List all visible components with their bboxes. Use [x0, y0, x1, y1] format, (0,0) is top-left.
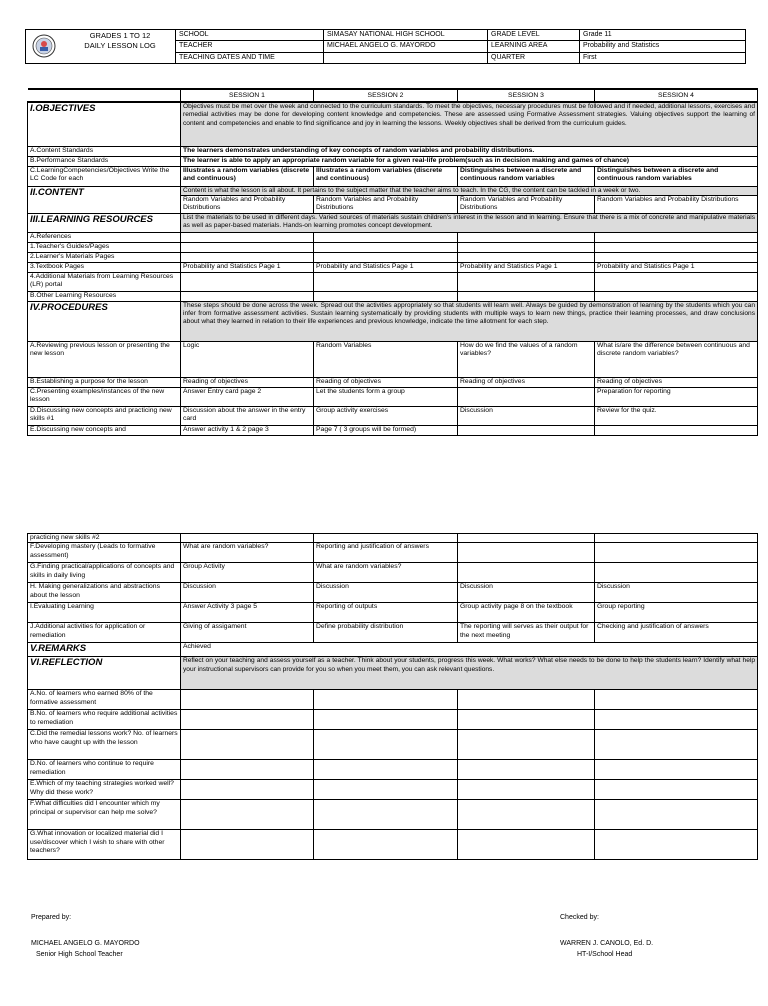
procedure-i-label: I.Evaluating Learning — [28, 603, 181, 623]
procedure-h-session-1: Discussion — [181, 583, 314, 603]
procedure-e-session-4 — [595, 425, 758, 435]
session-3-header: SESSION 3 — [458, 89, 595, 102]
additional-materials-label: 4.Additional Materials from Learning Resources (LR) portal — [28, 272, 181, 291]
reflection-b-label: B.No. of learners who require additional activities to remediation — [28, 710, 181, 730]
checked-by-name: WARREN J. CANOLO, Ed. D. — [560, 940, 654, 947]
procedure-h-label: H. Making generalizations and abstractions about the lesson — [28, 583, 181, 603]
content-standards-value: The learners demonstrates understanding of key concepts of random variables and probability distributions. — [181, 146, 758, 156]
procedure-d-session-4: Review for the quiz. — [595, 406, 758, 425]
header-table — [25, 29, 746, 64]
procedure-a-session-1: Logic — [181, 341, 314, 377]
procedure-a-session-3: How do we find the values of a random variables? — [458, 341, 595, 377]
procedure-b-label: B.Establishing a purpose for the lesson — [28, 377, 181, 387]
procedure-i-session-4: Group reporting — [595, 603, 758, 623]
objectives-note: Objectives must be met over the week and connected to the curriculum standards. To meet the objectives, necessary procedures must be followed and if needed, additional lessons, exercises and remedial activities may be done for developing content knowledge and competencies. These are assessed using Formative Assessment strategies. Valuing objectives support the learning of content and competencies and enable to find significance and joy in learning the lessons. Weekly objectives shall be derived from the curriculum guides. — [181, 102, 758, 146]
procedure-e-session-3 — [458, 425, 595, 435]
procedure-f-session-1: What are random variables? — [181, 543, 314, 563]
procedure-b-session-2: Reading of objectives — [314, 377, 458, 387]
procedure-c-session-4: Preparation for reporting — [595, 387, 758, 406]
textbook-session-3: Probability and Statistics Page 1 — [458, 262, 595, 272]
procedure-i-session-3: Group activity page 8 on the textbook — [458, 603, 595, 623]
grade-level-value: Grade 11 — [580, 30, 746, 41]
procedure-d-session-1: Discussion about the answer in the entry card — [181, 406, 314, 425]
content-session-1: Random Variables and Probability Distributions — [181, 195, 314, 213]
header-title-line1: GRADES 1 TO 12 — [89, 31, 151, 40]
competency-session-2: Illustrates a random variables (discrete and continuous) — [314, 166, 458, 186]
textbook-session-1: Probability and Statistics Page 1 — [181, 262, 314, 272]
textbook-pages-label: 3.Textbook Pages — [28, 262, 181, 272]
procedure-h-session-3: Discussion — [458, 583, 595, 603]
session-4-header: SESSION 4 — [595, 89, 758, 102]
content-session-3: Random Variables and Probability Distributions — [458, 195, 595, 213]
procedure-c-session-2: Let the students form a group — [314, 387, 458, 406]
competencies-label: C.LearningCompetencies/Objectives Write the LC Code for each — [28, 166, 181, 186]
references-label: A.References — [28, 232, 181, 242]
other-resources-label: B.Other Learning Resources — [28, 291, 181, 301]
learning-area-label: LEARNING AREA — [488, 41, 580, 52]
competency-session-4: Distinguishes between a discrete and continuous random variables — [595, 166, 758, 186]
reflection-d-label: D.No. of learners who continue to require remediation — [28, 760, 181, 780]
teaching-dates-value — [324, 52, 488, 63]
teacher-value: MICHAEL ANGELO G. MAYORDO — [324, 41, 488, 52]
lesson-log-table-page2 — [27, 533, 758, 860]
teachers-guides-label: 1.Teacher's Guides/Pages — [28, 242, 181, 252]
procedure-d-session-2: Group activity exercises — [314, 406, 458, 425]
procedure-e-label: E.Discussing new concepts and — [28, 425, 181, 435]
procedure-d-label: D.Discussing new concepts and practicing new skills #1 — [28, 406, 181, 425]
procedure-i-session-1: Answer Activity 3 page 5 — [181, 603, 314, 623]
learning-area-value: Probability and Statistics — [580, 41, 746, 52]
procedure-j-session-1: Giving of assigament — [181, 623, 314, 643]
procedure-j-session-3: The reporting will serves as their output for the next meeting — [458, 623, 595, 643]
procedure-c-session-3 — [458, 387, 595, 406]
textbook-session-2: Probability and Statistics Page 1 — [314, 262, 458, 272]
session-2-header: SESSION 2 — [314, 89, 458, 102]
checked-by-title: HT-I/School Head — [577, 951, 633, 958]
procedures-heading: IV.PROCEDURES — [28, 301, 181, 341]
content-standards-label: A.Content Standards — [28, 146, 181, 156]
remarks-value: Achieved — [181, 643, 758, 657]
reflection-a-label: A.No. of learners who earned 80% of the formative assessment — [28, 690, 181, 710]
procedure-i-session-2: Reporting of outputs — [314, 603, 458, 623]
procedure-b-session-1: Reading of objectives — [181, 377, 314, 387]
performance-standards-label: B.Performance Standards — [28, 156, 181, 166]
reflection-note: Reflect on your teaching and assess yourself as a teacher. Think about your students, progress this week. What works? What else needs to be done to help the students learn? Identify what help your instructional supervisors can provide for you so when you meet them, you can ask relevant questions. — [181, 657, 758, 690]
reflection-heading: VI.REFLECTION — [28, 657, 181, 690]
procedure-a-session-2: Random Variables — [314, 341, 458, 377]
procedure-g-label: G.Finding practical/applications of concepts and skills in daily living — [28, 563, 181, 583]
reflection-e-label: E.Which of my teaching strategies worked well? Why did these work? — [28, 780, 181, 800]
procedure-e-label-continued: practicing new skills #2 — [28, 534, 181, 543]
grade-level-label: GRADE LEVEL — [488, 30, 580, 41]
teaching-dates-label: TEACHING DATES AND TIME — [176, 52, 324, 63]
reflection-g-label: G.What innovation or localized material did I use/discover which I wish to share with other teachers? — [28, 830, 181, 860]
procedures-note: These steps should be done across the week. Spread out the activities appropriately so that students will learn well. Always be guided by demonstration of learning by the students which you can infer from formative assessment activities. Sustain learning systematically by providing students with multiple ways to learn new things, practice their learning processes, and draw conclusions about what they learned in relation to their life experiences and previous knowledge, indicate the time allotment for each step. — [181, 301, 758, 341]
school-value: SIMASAY NATIONAL HIGH SCHOOL — [324, 30, 488, 41]
reflection-f-label: F.What difficulties did I encounter which my principal or supervisor can help me solve? — [28, 800, 181, 830]
learning-resources-note: List the materials to be used in different days. Varied sources of materials sustain children's interest in the lesson and in learning. Ensure that there is a mix of concrete and manipulative materials as well as paper-based materials. Hands-on learning promotes concept development. — [181, 213, 758, 232]
competency-session-3: Distinguishes between a discrete and continuous random variables — [458, 166, 595, 186]
school-label: SCHOOL — [176, 30, 324, 41]
content-session-2: Random Variables and Probability Distributions — [314, 195, 458, 213]
procedure-j-session-4: Checking and justification of answers — [595, 623, 758, 643]
content-note: Content is what the lesson is all about. It pertains to the subject matter that the teacher aims to teach. In the CG, the content can be tackled in a week or two. — [181, 186, 758, 195]
performance-standards-value: The learner is able to apply an appropriate random variable for a given real-life problem(such as in decision making and games of chance) — [181, 156, 758, 166]
procedure-c-label: C.Presenting examples/instances of the new lesson — [28, 387, 181, 406]
procedure-c-session-1: Answer Entry card page 2 — [181, 387, 314, 406]
checked-by-label: Checked by: — [560, 914, 599, 921]
procedure-h-session-2: Discussion — [314, 583, 458, 603]
prepared-by-title: Senior High School Teacher — [36, 951, 123, 958]
deped-seal-icon — [32, 34, 56, 58]
prepared-by-name: MICHAEL ANGELO G. MAYORDO — [31, 940, 140, 947]
prepared-by-label: Prepared by: — [31, 914, 72, 921]
remarks-heading: V.REMARKS — [28, 643, 181, 657]
quarter-label: QUARTER — [488, 52, 580, 63]
procedure-j-label: J.Additional activities for application or remediation — [28, 623, 181, 643]
procedure-b-session-3: Reading of objectives — [458, 377, 595, 387]
content-session-4: Random Variables and Probability Distributions — [595, 195, 758, 213]
learning-resources-heading: III.LEARNING RESOURCES — [28, 213, 181, 232]
procedure-e-session-1: Answer activity 1 & 2 page 3 — [181, 425, 314, 435]
procedure-f-session-2: Reporting and justification of answers — [314, 543, 458, 563]
learners-materials-label: 2.Learner's Materials Pages — [28, 252, 181, 262]
procedure-h-session-4: Discussion — [595, 583, 758, 603]
competency-session-1: Illustrates a random variables (discrete and continuous) — [181, 166, 314, 186]
procedure-a-label: A.Reviewing previous lesson or presenting the new lesson — [28, 341, 181, 377]
quarter-value: First — [580, 52, 746, 63]
procedure-j-session-2: Define probability distribution — [314, 623, 458, 643]
teacher-label: TEACHER — [176, 41, 324, 52]
procedure-d-session-3: Discussion — [458, 406, 595, 425]
lesson-log-table-page1 — [27, 88, 758, 436]
textbook-session-4: Probability and Statistics Page 1 — [595, 262, 758, 272]
content-heading: II.CONTENT — [28, 186, 181, 213]
procedure-e-session-2: Page 7 ( 3 groups will be formed) — [314, 425, 458, 435]
reflection-c-label: C.Did the remedial lessons work? No. of learners who have caught up with the lesson — [28, 730, 181, 760]
procedure-g-session-1: Group Activity — [181, 563, 314, 583]
header-title-line2: DAILY LESSON LOG — [84, 41, 156, 50]
procedure-b-session-4: Reading of objectives — [595, 377, 758, 387]
procedure-a-session-4: What is/are the difference between continuous and discrete random variables? — [595, 341, 758, 377]
procedure-f-label: F.Developing mastery (Leads to formative assessment) — [28, 543, 181, 563]
session-1-header: SESSION 1 — [181, 89, 314, 102]
objectives-heading: I.OBJECTIVES — [28, 102, 181, 146]
header-title-cell — [26, 30, 176, 64]
procedure-g-session-2: What are random variables? — [314, 563, 458, 583]
